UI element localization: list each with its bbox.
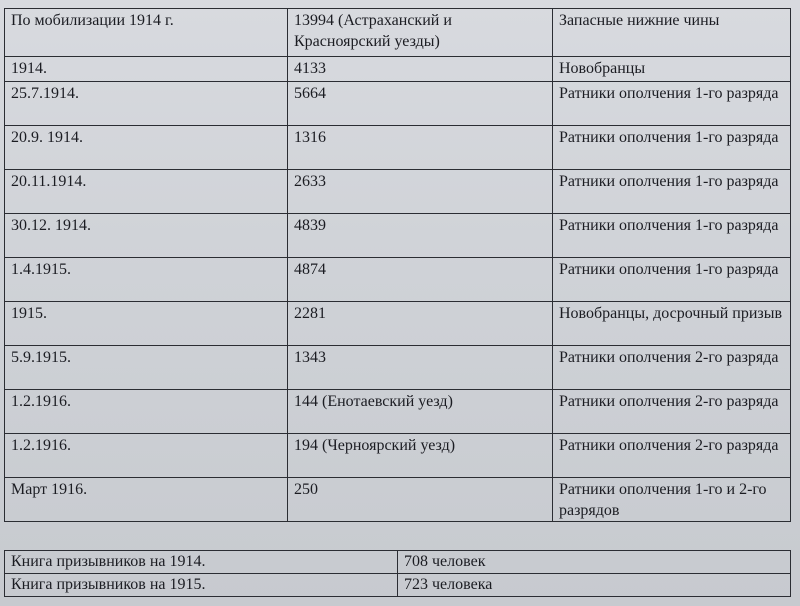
mobilization-table	[4, 8, 791, 522]
category-cell: Ратники ополчения 2-го разряда	[553, 346, 791, 390]
count-cell: 250	[288, 478, 553, 522]
table-row	[5, 346, 791, 390]
table-header-row	[5, 9, 791, 57]
date-cell: 20.9. 1914.	[5, 126, 288, 170]
date-cell: 5.9.1915.	[5, 346, 288, 390]
header-cell-total: 13994 (Астраханский и Красноярский уезды)	[288, 9, 553, 57]
category-cell: Ратники ополчения 1-го разряда	[553, 258, 791, 302]
conscript-books-table	[4, 550, 791, 597]
category-cell: Ратники ополчения 1-го разряда	[553, 214, 791, 258]
date-cell: 25.7.1914.	[5, 82, 288, 126]
count-cell: 5664	[288, 82, 553, 126]
date-cell: 1914.	[5, 57, 288, 82]
table-row	[5, 126, 791, 170]
table-row	[5, 170, 791, 214]
table-row	[5, 302, 791, 346]
date-cell: 1.4.1915.	[5, 258, 288, 302]
category-cell: Новобранцы, досрочный призыв	[553, 302, 791, 346]
category-cell: Ратники ополчения 2-го разряда	[553, 390, 791, 434]
count-cell: 1343	[288, 346, 553, 390]
book-label-cell: Книга призывников на 1915.	[5, 574, 398, 597]
category-cell: Ратники ополчения 2-го разряда	[553, 434, 791, 478]
table-row	[5, 57, 791, 82]
category-cell: Ратники ополчения 1-го и 2-го разрядов	[553, 478, 791, 522]
count-cell: 2633	[288, 170, 553, 214]
table-row	[5, 82, 791, 126]
date-cell: Март 1916.	[5, 478, 288, 522]
date-cell: 1915.	[5, 302, 288, 346]
category-cell: Новобранцы	[553, 57, 791, 82]
date-cell: 1.2.1916.	[5, 390, 288, 434]
header-cell-mobilization: По мобилизации 1914 г.	[5, 9, 288, 57]
table-row	[5, 434, 791, 478]
table-row	[5, 258, 791, 302]
book-value-cell: 723 человека	[398, 574, 791, 597]
table-row	[5, 574, 791, 597]
category-cell: Ратники ополчения 1-го разряда	[553, 170, 791, 214]
date-cell: 1.2.1916.	[5, 434, 288, 478]
book-value-cell: 708 человек	[398, 551, 791, 574]
date-cell: 20.11.1914.	[5, 170, 288, 214]
count-cell: 144 (Енотаевский уезд)	[288, 390, 553, 434]
count-cell: 194 (Черноярский уезд)	[288, 434, 553, 478]
count-cell: 2281	[288, 302, 553, 346]
header-cell-category: Запасные нижние чины	[553, 9, 791, 57]
table-row	[5, 478, 791, 522]
book-label-cell: Книга призывников на 1914.	[5, 551, 398, 574]
count-cell: 4874	[288, 258, 553, 302]
table-row	[5, 390, 791, 434]
table-row	[5, 214, 791, 258]
count-cell: 1316	[288, 126, 553, 170]
table-row	[5, 551, 791, 574]
date-cell: 30.12. 1914.	[5, 214, 288, 258]
category-cell: Ратники ополчения 1-го разряда	[553, 126, 791, 170]
count-cell: 4839	[288, 214, 553, 258]
category-cell: Ратники ополчения 1-го разряда	[553, 82, 791, 126]
count-cell: 4133	[288, 57, 553, 82]
